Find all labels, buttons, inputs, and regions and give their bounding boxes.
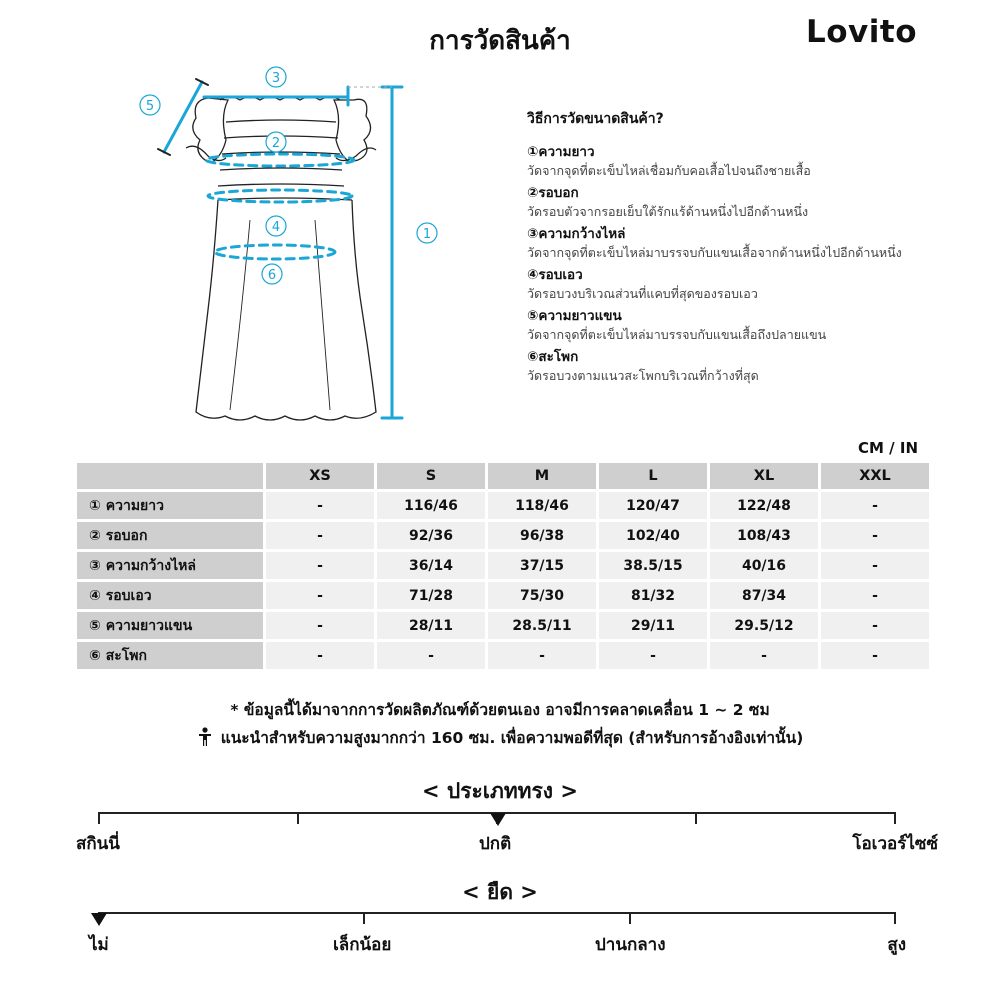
fit-scale-tick <box>297 812 299 824</box>
svg-text:6: 6 <box>267 268 277 283</box>
table-row <box>77 612 929 639</box>
table-cell: - <box>266 582 374 609</box>
stretch-scale-title: < ยืด > <box>462 880 538 904</box>
table-cell: 122/48 <box>710 492 818 519</box>
guide-item-sleeve <box>527 308 967 344</box>
table-cell: 29/11 <box>599 612 707 639</box>
svg-text:5: 5 <box>145 99 155 114</box>
measurement-guide-heading: วิธีการวัดขนาดสินค้า? <box>527 111 664 127</box>
table-row <box>77 642 929 669</box>
guide-item-desc: วัดจากจุดที่ตะเข็บไหล่มาบรรจบกับแขนเสื้อจากด้านหนึ่งไปอีกด้านหนึ่ง <box>527 245 902 260</box>
table-cell: 96/38 <box>488 522 596 549</box>
marker-1-icon <box>417 223 437 243</box>
unit-label: CM / IN <box>858 439 918 457</box>
fit-scale-title: < ประเภททรง > <box>422 779 578 803</box>
table-cell: 92/36 <box>377 522 485 549</box>
stretch-selected-marker-icon <box>91 913 107 926</box>
table-cell: - <box>821 522 929 549</box>
table-row <box>77 552 929 579</box>
size-table <box>74 460 932 672</box>
guide-item-length <box>527 144 967 180</box>
table-cell: - <box>821 612 929 639</box>
stretch-scale-tick <box>363 912 365 924</box>
table-cell: - <box>821 492 929 519</box>
table-cell: - <box>266 522 374 549</box>
table-cell: - <box>266 612 374 639</box>
table-cell: - <box>266 492 374 519</box>
fit-scale-tick <box>894 812 896 824</box>
size-header: XXL <box>821 463 929 489</box>
guide-item-title: ④รอบเอว <box>527 267 583 283</box>
table-header-row <box>77 463 929 489</box>
table-cell: - <box>266 552 374 579</box>
waist-measure-line <box>208 190 352 202</box>
guide-item-title: ②รอบอก <box>527 185 579 201</box>
row-label: ⑤ ความยาวแขน <box>77 612 263 639</box>
stretch-label-medium: ปานกลาง <box>595 935 666 955</box>
table-cell: 36/14 <box>377 552 485 579</box>
guide-item-desc: วัดรอบวงตามแนวสะโพกบริเวณที่กว้างที่สุด <box>527 368 759 383</box>
hip-measure-line <box>215 245 335 259</box>
marker-2-icon <box>266 132 286 152</box>
brand-logo: Lovito <box>806 14 918 50</box>
row-label: ② รอบอก <box>77 522 263 549</box>
table-cell: 38.5/15 <box>599 552 707 579</box>
table-cell: 71/28 <box>377 582 485 609</box>
table-cell: 116/46 <box>377 492 485 519</box>
table-cell: 120/47 <box>599 492 707 519</box>
table-row <box>77 582 929 609</box>
table-cell: 75/30 <box>488 582 596 609</box>
table-cell: 37/15 <box>488 552 596 579</box>
measurement-guide <box>527 108 967 390</box>
fit-label-oversize: โอเวอร์ไซซ์ <box>852 834 938 854</box>
table-cell: 108/43 <box>710 522 818 549</box>
guide-item-bust <box>527 185 967 221</box>
svg-text:4: 4 <box>271 220 281 235</box>
dress-diagram <box>130 60 460 430</box>
svg-text:1: 1 <box>422 227 432 242</box>
marker-5-icon <box>140 95 160 115</box>
stretch-label-none: ไม่ <box>89 935 109 955</box>
fit-scale-tick <box>98 812 100 824</box>
table-cell: 29.5/12 <box>710 612 818 639</box>
height-note-text: แนะนำสำหรับความสูงมากกว่า 160 ซม. เพื่อความพอดีที่สุด (สำหรับการอ้างอิงเท่านั้น) <box>220 729 804 747</box>
table-cell: - <box>710 642 818 669</box>
guide-item-desc: วัดรอบวงบริเวณส่วนที่แคบที่สุดของรอบเอว <box>527 286 758 301</box>
row-label: ④ รอบเอว <box>77 582 263 609</box>
guide-item-desc: วัดจากจุดที่ตะเข็บไหล่มาบรรจบกับแขนเสื้อถึงปลายแขน <box>527 327 827 342</box>
fit-selected-marker-icon <box>490 813 506 826</box>
table-corner-cell <box>77 463 263 489</box>
fit-label-skinny: สกินนี่ <box>76 834 120 854</box>
bust-measure-line <box>206 154 354 166</box>
table-cell: - <box>488 642 596 669</box>
marker-6-icon <box>262 264 282 284</box>
table-cell: - <box>821 582 929 609</box>
stretch-scale-tick <box>629 912 631 924</box>
table-cell: 40/16 <box>710 552 818 579</box>
svg-text:3: 3 <box>271 71 281 86</box>
guide-item-desc: วัดรอบตัวจากรอยเย็บใต้รักแร้ด้านหนึ่งไปอีกด้านหนึ่ง <box>527 204 809 219</box>
table-cell: 102/40 <box>599 522 707 549</box>
stretch-label-slight: เล็กน้อย <box>333 935 392 955</box>
guide-item-title: ①ความยาว <box>527 144 595 160</box>
size-header: S <box>377 463 485 489</box>
page-title: การวัดสินค้า <box>429 26 571 56</box>
table-cell: - <box>821 552 929 579</box>
size-header: XL <box>710 463 818 489</box>
table-cell: - <box>266 642 374 669</box>
marker-3-icon <box>266 67 286 87</box>
row-label: ① ความยาว <box>77 492 263 519</box>
guide-item-title: ③ความกว้างไหล่ <box>527 226 626 242</box>
guide-item-shoulder <box>527 226 967 262</box>
size-header: L <box>599 463 707 489</box>
height-note <box>0 725 1000 750</box>
stretch-scale-tick <box>894 912 896 924</box>
size-header: XS <box>266 463 374 489</box>
guide-item-title: ⑤ความยาวแขน <box>527 308 622 324</box>
accuracy-note: * ข้อมูลนี้ได้มาจากการวัดผลิตภัณฑ์ด้วยตนเอง อาจมีการคลาดเคลื่อน 1 ~ 2 ซม <box>230 701 770 719</box>
guide-item-waist <box>527 267 967 303</box>
size-header: M <box>488 463 596 489</box>
svg-text:2: 2 <box>271 136 281 151</box>
table-cell: - <box>821 642 929 669</box>
table-cell: - <box>599 642 707 669</box>
fit-scale-tick <box>695 812 697 824</box>
table-cell: 28.5/11 <box>488 612 596 639</box>
table-cell: 81/32 <box>599 582 707 609</box>
fit-scale <box>98 810 896 830</box>
person-icon <box>197 727 213 747</box>
table-row <box>77 492 929 519</box>
table-row <box>77 522 929 549</box>
stretch-label-high: สูง <box>887 935 906 955</box>
row-label: ③ ความกว้างไหล่ <box>77 552 263 579</box>
table-cell: - <box>377 642 485 669</box>
marker-4-icon <box>266 216 286 236</box>
guide-item-desc: วัดจากจุดที่ตะเข็บไหล่เชื่อมกับคอเสื้อไปจนถึงชายเสื้อ <box>527 163 811 178</box>
fit-label-regular: ปกติ <box>479 834 512 854</box>
table-cell: 87/34 <box>710 582 818 609</box>
row-label: ⑥ สะโพก <box>77 642 263 669</box>
guide-item-title: ⑥สะโพก <box>527 349 579 365</box>
table-cell: 118/46 <box>488 492 596 519</box>
guide-item-hip <box>527 349 967 385</box>
table-cell: 28/11 <box>377 612 485 639</box>
stretch-scale <box>98 910 896 930</box>
stretch-scale-line <box>98 912 896 914</box>
